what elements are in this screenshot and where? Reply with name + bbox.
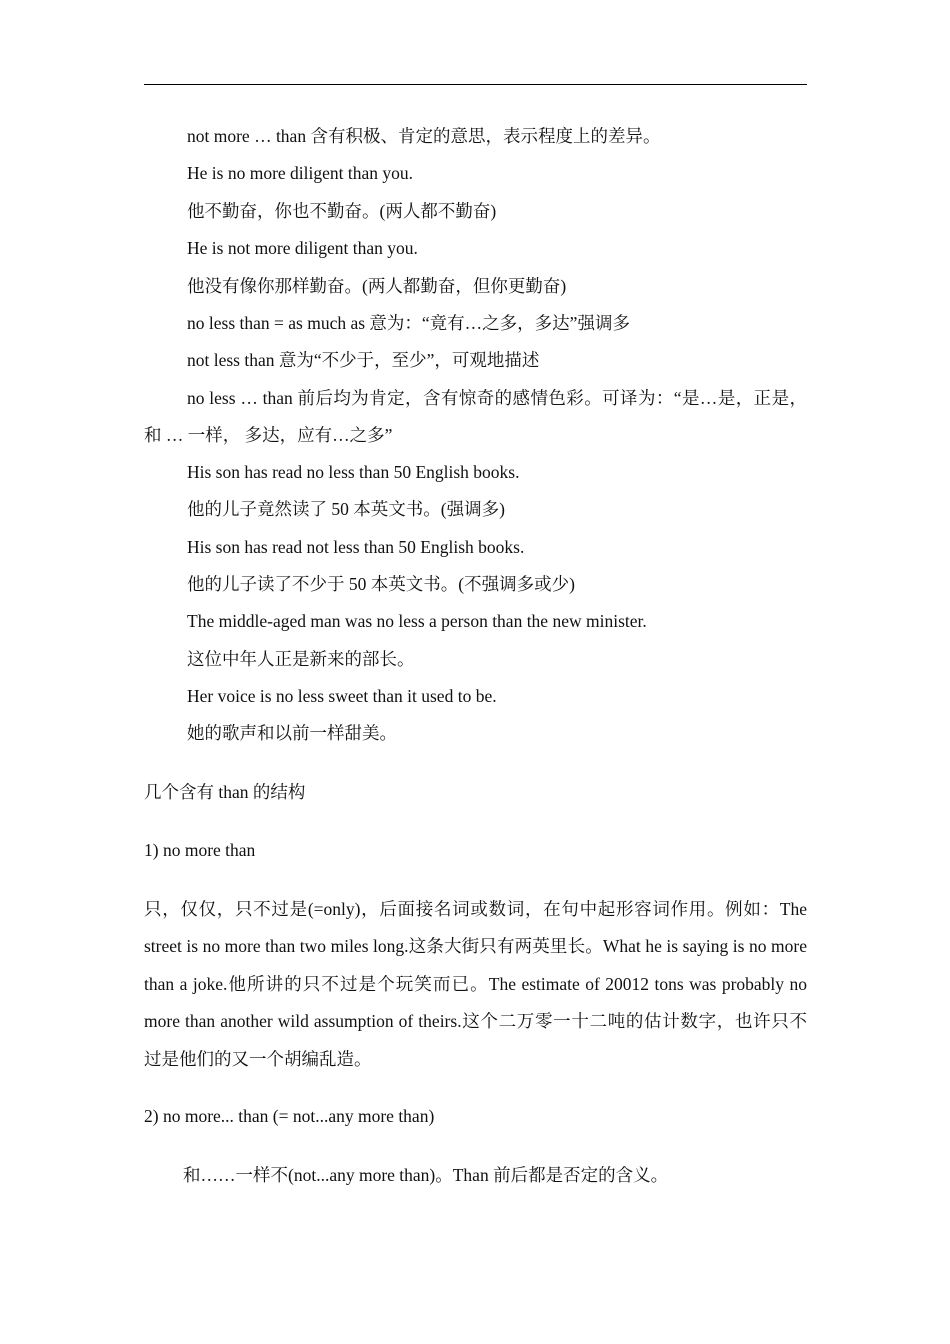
example-translation: 他不勤奋，你也不勤奋。(两人都不勤奋) bbox=[187, 200, 497, 221]
example-sentence: He is not more diligent than you. bbox=[187, 238, 418, 259]
example-sentence: He is no more diligent than you. bbox=[187, 163, 414, 184]
text-line: no less than = as much as 意为：“竟有…之多，多达”强调多 bbox=[187, 312, 630, 333]
document-body bbox=[144, 118, 807, 1194]
item2-description: 和……一样不(not...any more than)。Than 前后都是否定的含义。 bbox=[183, 1164, 669, 1185]
item1-heading: 1) no more than bbox=[144, 840, 256, 861]
header-rule bbox=[144, 84, 807, 85]
example-translation: 她的歌声和以前一样甜美。 bbox=[187, 723, 397, 744]
item2-heading: 2) no more... than (= not...any more than) bbox=[144, 1106, 435, 1127]
example-sentence: The middle-aged man was no less a person than the new minister. bbox=[187, 611, 647, 632]
example-translation: 他的儿子竟然读了 50 本英文书。(强调多) bbox=[187, 499, 505, 520]
text-line: not less than 意为“不少于，至少”，可观地描述 bbox=[187, 350, 540, 371]
example-sentence: Her voice is no less sweet than it used to be. bbox=[187, 686, 497, 707]
example-translation: 这位中年人正是新来的部长。 bbox=[187, 648, 415, 669]
section-heading: 几个含有 than 的结构 bbox=[144, 781, 306, 802]
example-translation: 他的儿子读了不少于 50 本英文书。(不强调多或少) bbox=[187, 573, 575, 594]
example-sentence: His son has read no less than 50 English books. bbox=[187, 461, 520, 482]
no-less-than-paragraph: no less … than 前后均为肯定，含有惊奇的感情色彩。可译为：“是…是，正是， 和 … 一样， 多达，应有…之多” bbox=[144, 387, 807, 445]
example-translation: 他没有像你那样勤奋。(两人都勤奋，但你更勤奋) bbox=[187, 275, 567, 296]
item1-paragraph: 只，仅仅，只不过是(=only)，后面接名词或数词，在句中起形容词作用。例如：The street is no more than two miles long.这条大街只有两英里长。What he is saying is no more than a joke.他所讲的只不过是个玩笑而已。The estimate of 20012 tons was probably no more than another wild assumption of theirs.这个二万零一十二吨的估计数字，也许只不过是他们的又一个胡编乱造。 bbox=[144, 898, 807, 1069]
example-sentence: His son has read not less than 50 English books. bbox=[187, 536, 525, 557]
text-line: not more … than 含有积极、肯定的意思，表示程度上的差异。 bbox=[187, 126, 661, 146]
